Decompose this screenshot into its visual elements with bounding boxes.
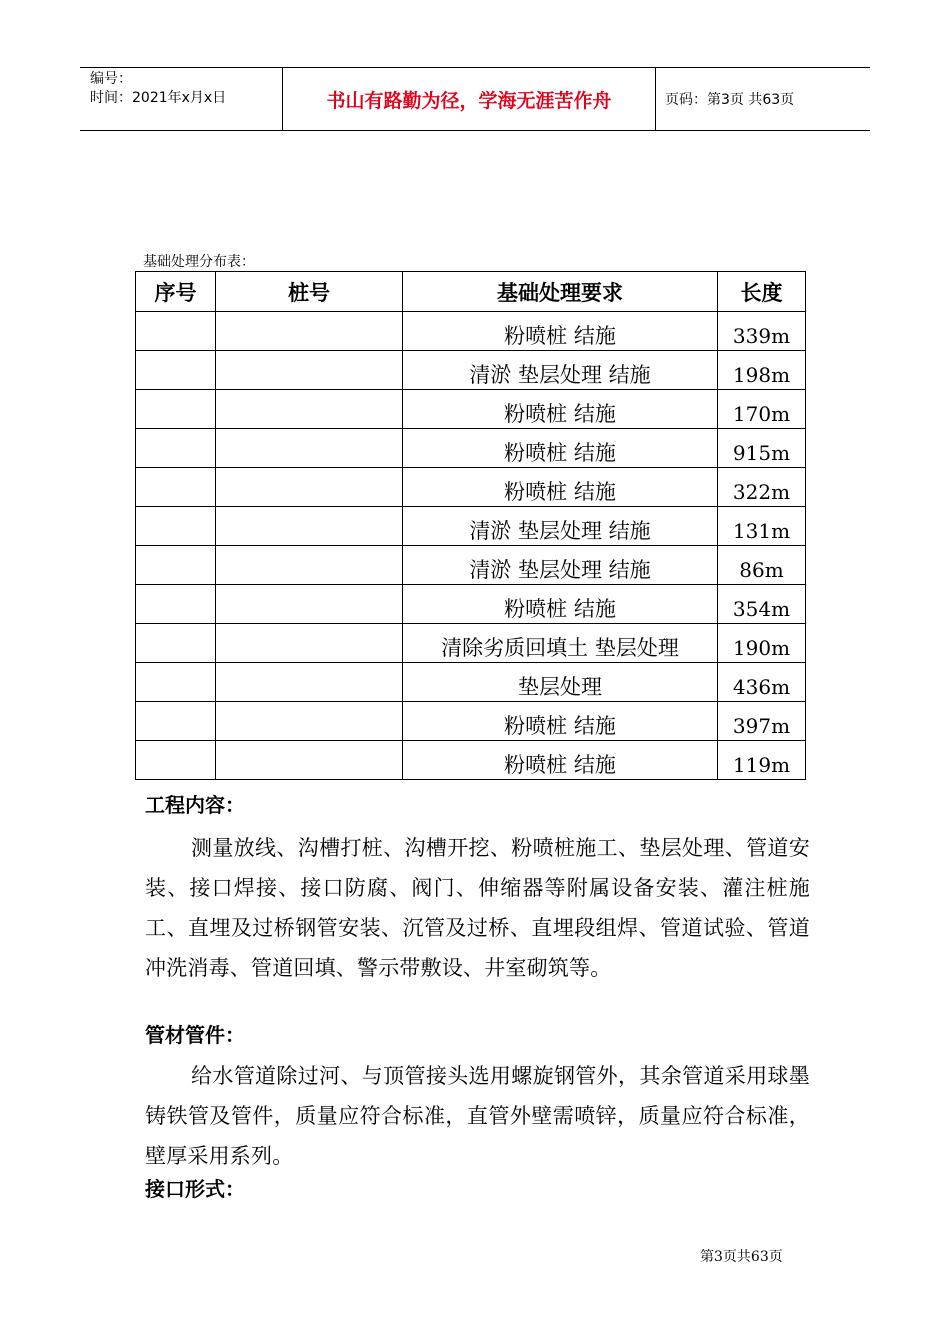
section-text-pipes: 给水管道除过河、与顶管接头选用螺旋钢管外，其余管道采用球墨铸铁管及管件，质量应符合标准，直管外壁需喷锌，质量应符合标准，壁厚采用系列。 bbox=[145, 1064, 810, 1168]
cell-no bbox=[136, 507, 216, 546]
cell-no bbox=[136, 351, 216, 390]
cell-no bbox=[136, 741, 216, 780]
cell-pile bbox=[216, 507, 403, 546]
cell-length: 354m bbox=[718, 585, 806, 624]
table-row bbox=[136, 507, 806, 546]
cell-requirement: 粉喷桩 结施 bbox=[403, 312, 718, 351]
cell-pile bbox=[216, 312, 403, 351]
cell-pile bbox=[216, 585, 403, 624]
table-row bbox=[136, 702, 806, 741]
table-row bbox=[136, 585, 806, 624]
cell-requirement: 垫层处理 bbox=[403, 663, 718, 702]
code-label: 编号： bbox=[90, 71, 132, 87]
cell-requirement: 粉喷桩 结施 bbox=[403, 468, 718, 507]
section-title-joint: 接口形式： bbox=[145, 1177, 245, 1201]
header-pile: 桩号 bbox=[216, 272, 403, 312]
table-row bbox=[136, 312, 806, 351]
cell-no bbox=[136, 663, 216, 702]
cell-requirement: 清淤 垫层处理 结施 bbox=[403, 507, 718, 546]
table-row bbox=[136, 546, 806, 585]
cell-pile bbox=[216, 663, 403, 702]
cell-pile bbox=[216, 351, 403, 390]
cell-requirement: 粉喷桩 结施 bbox=[403, 429, 718, 468]
cell-length: 198m bbox=[718, 351, 806, 390]
section-work bbox=[145, 790, 810, 988]
time-label: 时间：2021年x月x日 bbox=[90, 90, 227, 106]
cell-length: 915m bbox=[718, 429, 806, 468]
cell-requirement: 粉喷桩 结施 bbox=[403, 741, 718, 780]
cell-no bbox=[136, 468, 216, 507]
cell-length: 86m bbox=[718, 546, 806, 585]
cell-no bbox=[136, 546, 216, 585]
cell-no bbox=[136, 624, 216, 663]
section-pipes bbox=[145, 1020, 810, 1176]
table-row bbox=[136, 351, 806, 390]
cell-no bbox=[136, 390, 216, 429]
header-requirement: 基础处理要求 bbox=[403, 272, 718, 312]
table-header-row bbox=[136, 272, 806, 312]
table-row bbox=[136, 663, 806, 702]
header-motto: 书山有路勤为径，学海无涯苦作舟 bbox=[282, 68, 656, 130]
cell-length: 397m bbox=[718, 702, 806, 741]
cell-no bbox=[136, 585, 216, 624]
table-row bbox=[136, 429, 806, 468]
cell-requirement: 清淤 垫层处理 结施 bbox=[403, 351, 718, 390]
cell-no bbox=[136, 312, 216, 351]
cell-pile bbox=[216, 390, 403, 429]
cell-requirement: 粉喷桩 结施 bbox=[403, 585, 718, 624]
header-no: 序号 bbox=[136, 272, 216, 312]
cell-length: 339m bbox=[718, 312, 806, 351]
cell-length: 170m bbox=[718, 390, 806, 429]
cell-length: 436m bbox=[718, 663, 806, 702]
table-body bbox=[136, 312, 806, 780]
cell-length: 119m bbox=[718, 741, 806, 780]
section-joint bbox=[145, 1174, 810, 1204]
header-page-label: 页码：第3页 共63页 bbox=[665, 92, 795, 108]
cell-no bbox=[136, 702, 216, 741]
cell-pile bbox=[216, 468, 403, 507]
section-title-pipes: 管材管件： bbox=[145, 1023, 245, 1047]
cell-requirement: 清除劣质回填土 垫层处理 bbox=[403, 624, 718, 663]
table-caption: 基础处理分布表： bbox=[143, 254, 255, 270]
table-row bbox=[136, 468, 806, 507]
cell-no bbox=[136, 429, 216, 468]
cell-requirement: 粉喷桩 结施 bbox=[403, 390, 718, 429]
cell-requirement: 粉喷桩 结施 bbox=[403, 702, 718, 741]
cell-pile bbox=[216, 624, 403, 663]
header-length: 长度 bbox=[718, 272, 806, 312]
foundation-table bbox=[135, 271, 806, 780]
table-row bbox=[136, 390, 806, 429]
section-title-work: 工程内容： bbox=[145, 793, 245, 817]
cell-pile bbox=[216, 429, 403, 468]
cell-pile bbox=[216, 702, 403, 741]
header-meta bbox=[80, 68, 282, 130]
cell-length: 322m bbox=[718, 468, 806, 507]
cell-pile bbox=[216, 546, 403, 585]
cell-length: 131m bbox=[718, 507, 806, 546]
cell-requirement: 清淤 垫层处理 结施 bbox=[403, 546, 718, 585]
table-row bbox=[136, 741, 806, 780]
page-header bbox=[80, 67, 870, 131]
cell-pile bbox=[216, 741, 403, 780]
cell-length: 190m bbox=[718, 624, 806, 663]
table-row bbox=[136, 624, 806, 663]
section-text-work: 测量放线、沟槽打桩、沟槽开挖、粉喷桩施工、垫层处理、管道安装、接口焊接、接口防腐、阀门、伸缩器等附属设备安装、灌注桩施工、直埋及过桥钢管安装、沉管及过桥、直埋段组焊、管道试验、管道冲洗消毒、管道回填、警示带敷设、井室砌筑等。 bbox=[145, 836, 810, 980]
page-footer: 第3页共63页 bbox=[700, 1249, 783, 1265]
